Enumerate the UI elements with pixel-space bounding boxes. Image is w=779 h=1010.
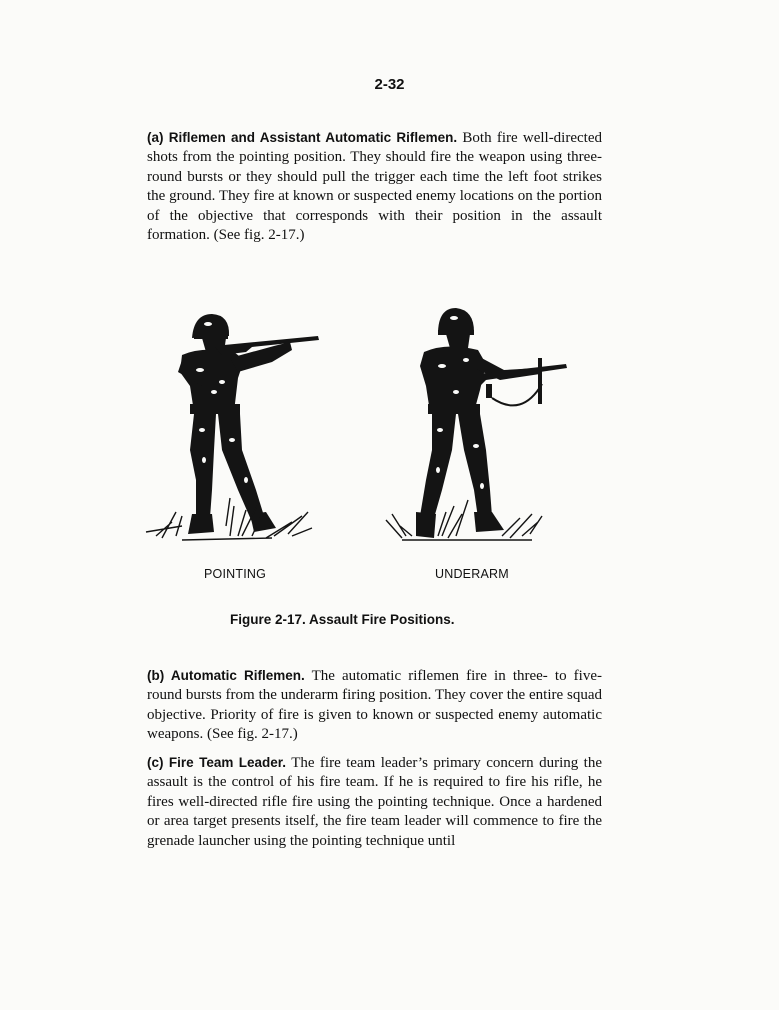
paragraph-body: Both fire well-directed shots from the pointing position. They should fire the weapon using three-round bursts or they should pull the trigger each time the left foot strikes the ground. They fire at known or suspected enemy locations on the portion of the objective that corresponds with their position in the assault formation. (See fig. 2-17.)	[147, 130, 602, 244]
paragraph-heading: (a) Riflemen and Assistant Automatic Riflemen.	[147, 130, 458, 145]
page-number: 2-32	[374, 76, 405, 93]
figure-caption: Figure 2-17. Assault Fire Positions.	[230, 612, 455, 627]
figure-label-pointing: POINTING	[204, 567, 267, 581]
paragraph-heading: (b) Automatic Riflemen.	[147, 668, 305, 683]
figure-label-underarm: UNDERARM	[435, 567, 509, 581]
pointing-position-illustration	[142, 300, 342, 545]
paragraph-fire-team-leader	[147, 753, 602, 851]
paragraph-heading: (c) Fire Team Leader.	[147, 755, 287, 770]
underarm-position-illustration	[382, 300, 582, 545]
paragraph-body: The automatic riflemen fire in three- to five-round bursts from the underarm firing position. They cover the entire squad objective. Priority of fire is given to known or suspected enemy automatic weapons. (See fig. 2-17.)	[147, 668, 602, 743]
paragraph-riflemen	[147, 128, 602, 245]
paragraph-automatic-riflemen	[147, 666, 602, 745]
paragraph-body: The fire team leader’s primary concern during the assault is the control of his fire team. If he is required to fire his rifle, he fires well-directed rifle fire using the pointing technique. Once a hardened or area target presents itself, the fire team leader will commence to fire the grenade launcher using the pointing technique until	[147, 755, 602, 849]
